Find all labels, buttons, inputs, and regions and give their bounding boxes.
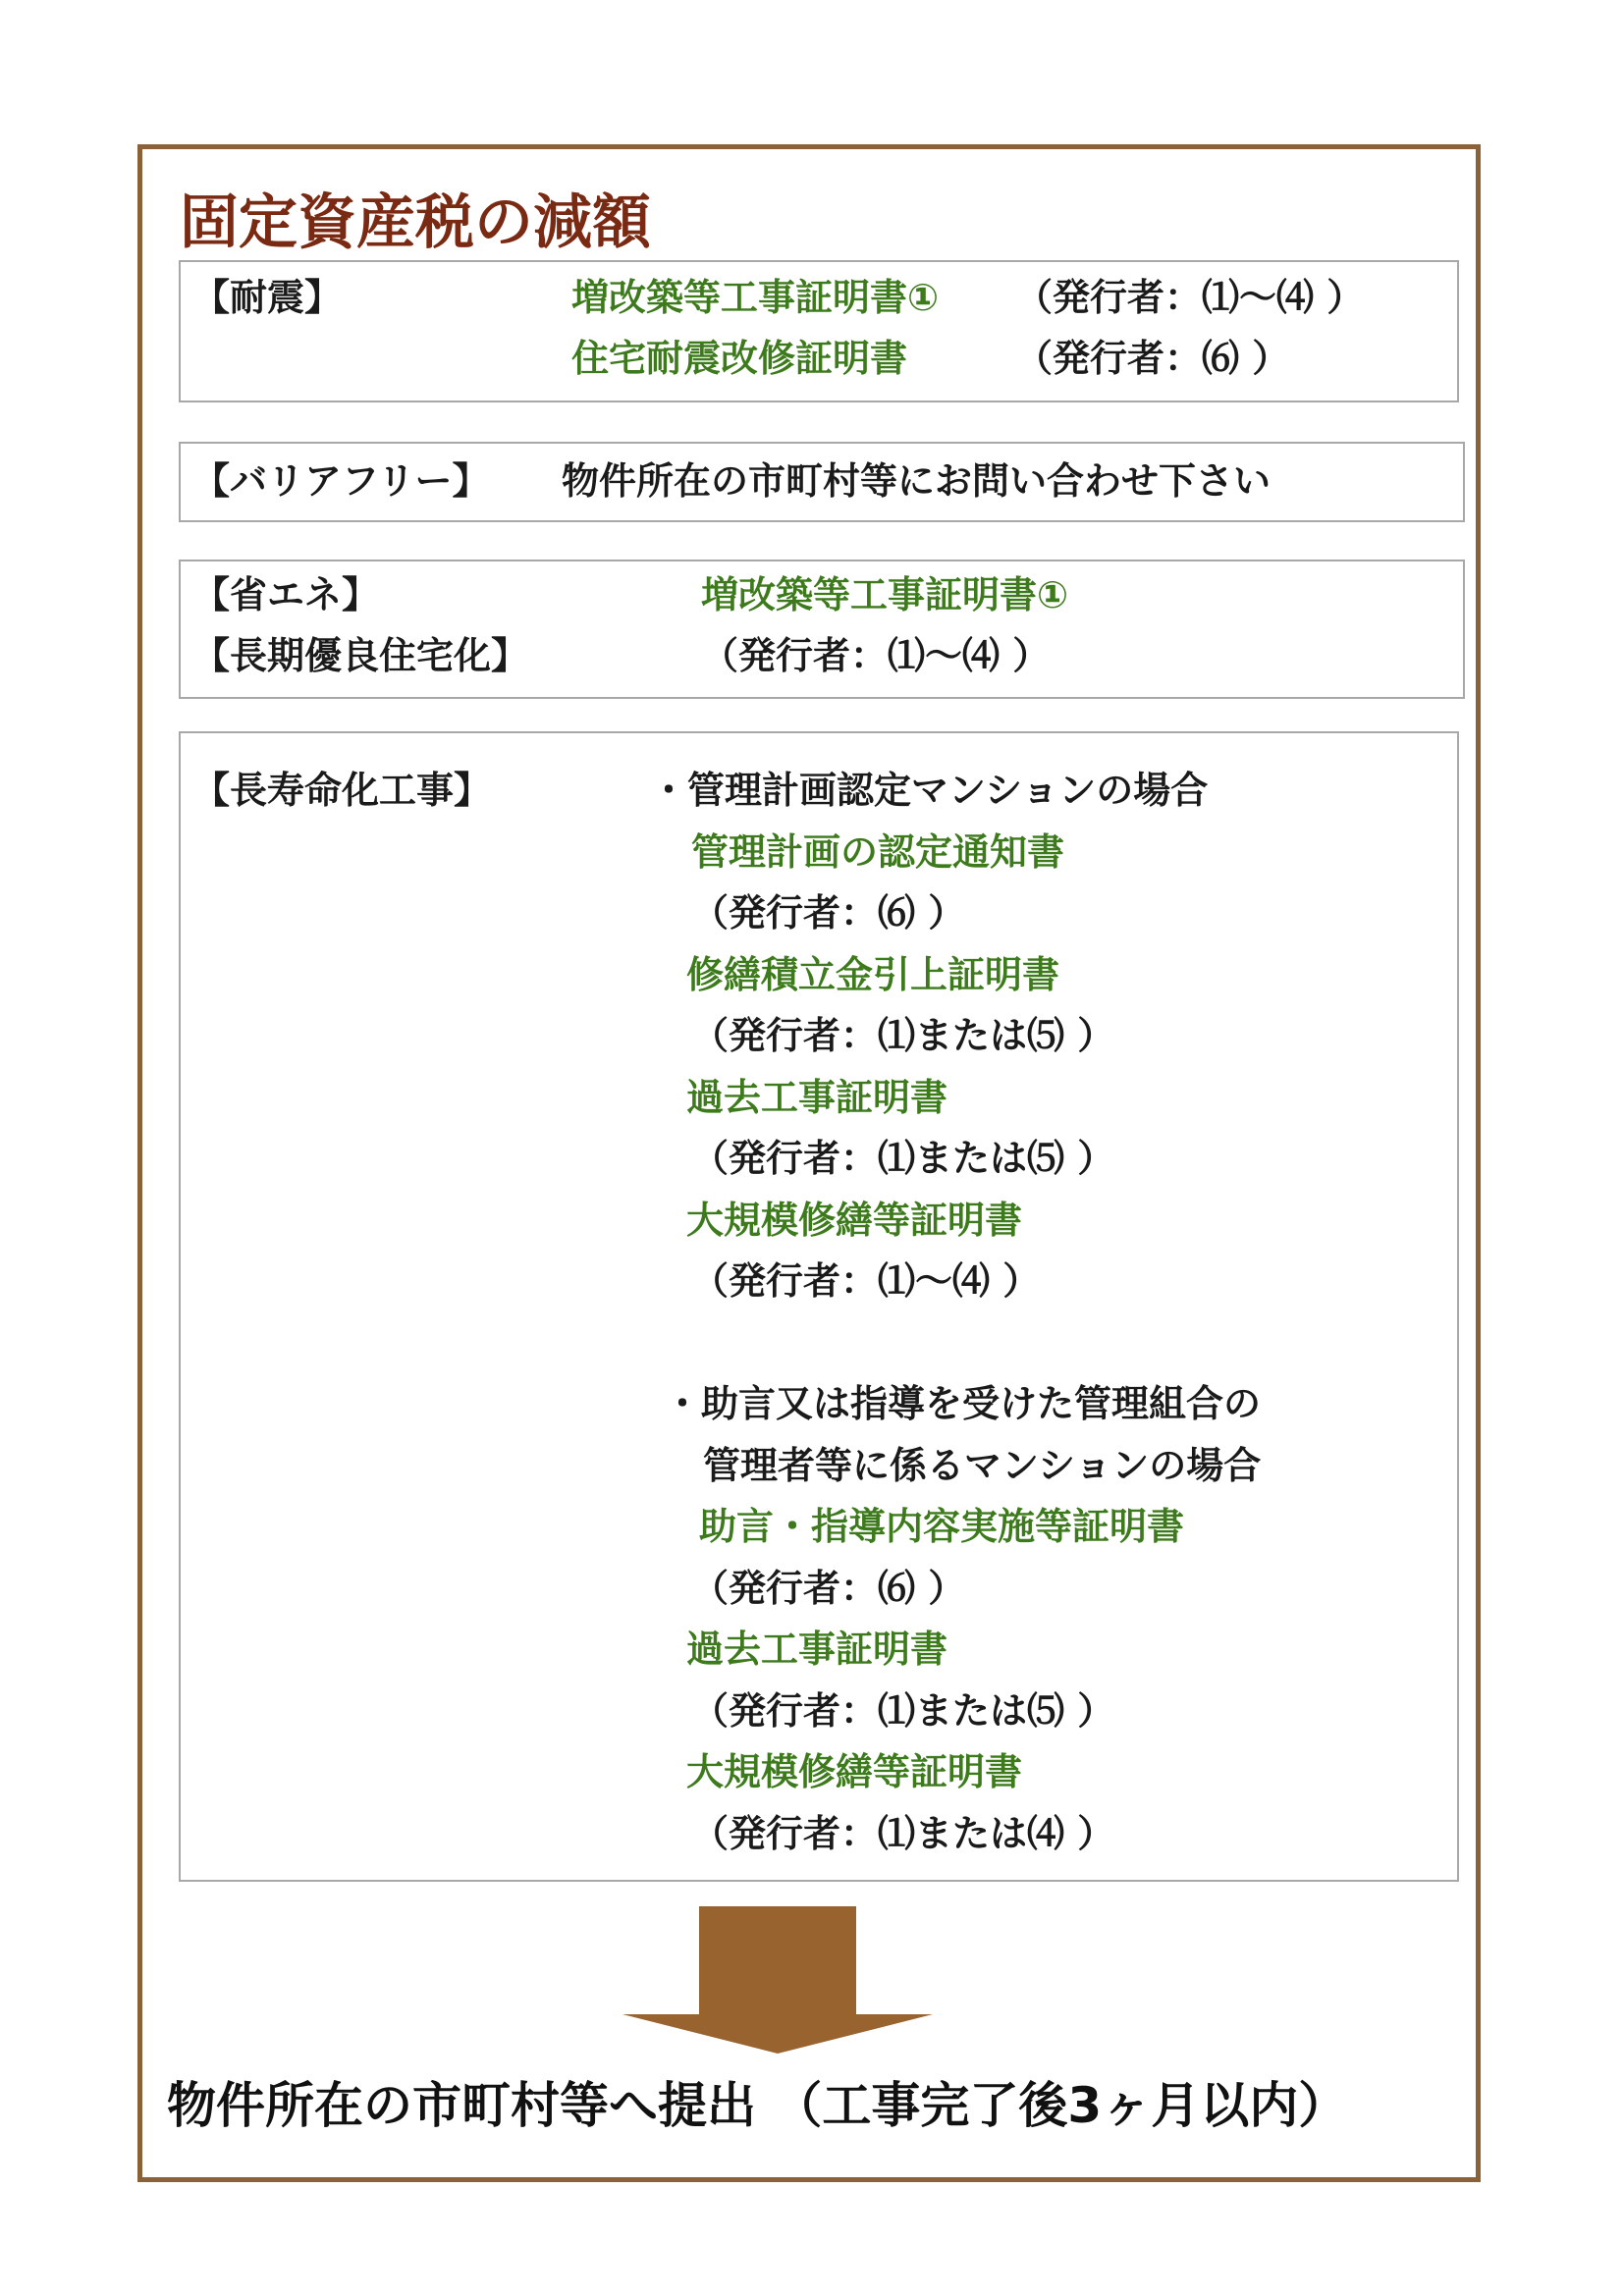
- footer-instruction: 物件所在の市町村等へ提出 （工事完了後3ヶ月以内）: [167, 2077, 1348, 2134]
- case1-doc-4: 大規模修繕等証明書: [686, 1199, 1023, 1242]
- taishin-label: 【耐震】: [192, 276, 343, 319]
- down-arrow-icon: [621, 1906, 935, 2054]
- case2-heading-line1: ・助言又は指導を受けた管理組合の: [664, 1382, 1262, 1425]
- long-term-housing-label: 【長期優良住宅化】: [192, 634, 529, 677]
- case2-issuer-1: （発行者：⑹ ）: [691, 1567, 966, 1610]
- case1-doc-3: 過去工事証明書: [686, 1076, 948, 1119]
- case1-doc-2: 修繕積立金引上証明書: [686, 953, 1060, 996]
- case2-doc-2: 過去工事証明書: [686, 1628, 948, 1671]
- case1-issuer-4: （発行者：⑴〜⑷ ）: [691, 1259, 1041, 1303]
- case1-issuer-2: （発行者：⑴または⑸ ）: [691, 1014, 1115, 1057]
- case1-heading: ・管理計画認定マンションの場合: [650, 769, 1209, 812]
- energy-doc: 増改築等工事証明書①: [701, 573, 1069, 616]
- energy-label: 【省エネ】: [192, 573, 380, 616]
- longevity-label: 【長寿命化工事】: [192, 769, 492, 812]
- taishin-section: [179, 260, 1459, 402]
- taishin-issuer-2: （発行者：⑹ ）: [1015, 337, 1290, 380]
- case1-issuer-1: （発行者：⑹ ）: [691, 891, 966, 934]
- barrier-free-label: 【バリアフリー】: [192, 459, 490, 503]
- page-title: 固定資産税の減額: [180, 188, 651, 257]
- case1-issuer-3: （発行者：⑴または⑸ ）: [691, 1137, 1115, 1180]
- energy-section: [179, 560, 1465, 699]
- case2-heading-line2: 管理者等に係るマンションの場合: [703, 1444, 1262, 1487]
- case2-issuer-3: （発行者：⑴または⑷ ）: [691, 1812, 1115, 1855]
- case2-doc-1: 助言・指導内容実施等証明書: [699, 1505, 1185, 1548]
- case1-doc-1: 管理計画の認定通知書: [691, 830, 1065, 874]
- taishin-doc-2: 住宅耐震改修証明書: [571, 337, 908, 380]
- taishin-issuer-1: （発行者：⑴〜⑷ ）: [1015, 276, 1365, 319]
- energy-issuer: （発行者：⑴〜⑷ ）: [701, 634, 1051, 677]
- taishin-doc-1: 増改築等工事証明書①: [571, 276, 940, 319]
- barrier-free-text: 物件所在の市町村等にお問い合わせ下さい: [562, 459, 1271, 503]
- case2-doc-3: 大規模修繕等証明書: [686, 1750, 1023, 1793]
- case2-issuer-2: （発行者：⑴または⑸ ）: [691, 1689, 1115, 1733]
- barrier-free-section: [179, 442, 1465, 522]
- longevity-section: [179, 731, 1459, 1882]
